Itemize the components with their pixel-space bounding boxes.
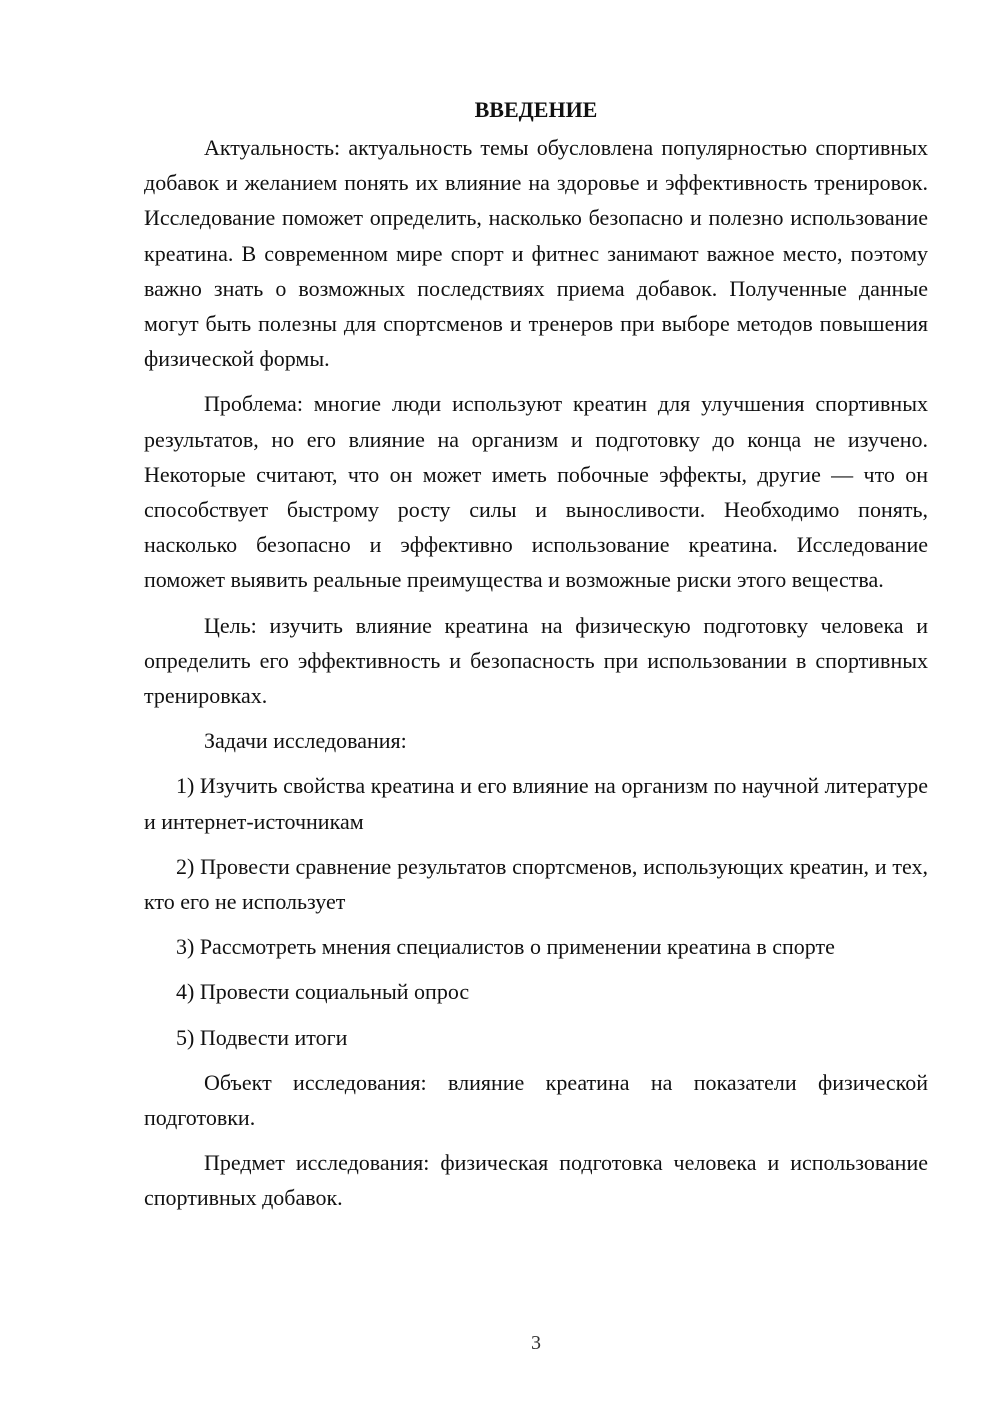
task-item: 2) Провести сравнение результатов спортсменов, использующих креатин, и тех, кто его не использует	[144, 853, 928, 915]
object-paragraph: Объект исследования: влияние креатина на показатели физической подготовки.	[144, 1069, 928, 1131]
page-number: 3	[531, 1332, 541, 1354]
problem-paragraph: Проблема: многие люди используют креатин для улучшения спортивных результатов, но его влияние на организм и подготовку до конца не изучено. Некоторые считают, что он может иметь побочные эффекты, другие — что он способствует быстрому росту силы и выносливости. Необходимо понять, насколько безопасно и эффективно использование креатина. Исследование поможет выявить реальные преимущества и возможные риски этого вещества.	[144, 391, 928, 593]
goal-paragraph: Цель: изучить влияние креатина на физическую подготовку человека и определить его эффективность и безопасность при использовании в спортивных тренировках.	[144, 612, 928, 709]
tasks-heading: Задачи исследования:	[204, 728, 407, 754]
task-item: 1) Изучить свойства креатина и его влияние на организм по научной литературе и интернет-источникам	[144, 773, 928, 834]
relevance-paragraph: Актуальность: актуальность темы обусловлена популярностью спортивных добавок и желанием понять их влияние на здоровье и эффективность тренировок. Исследование поможет определить, насколько безопасно и полезно использование креатина. В современном мире спорт и фитнес занимают важное место, поэтому важно знать о возможных последствиях приема добавок. Полученные данные могут быть полезны для спортсменов и тренеров при выборе методов повышения физической формы.	[144, 135, 928, 372]
document-body	[144, 92, 928, 1226]
task-item: 5) Подвести итоги	[176, 1024, 348, 1050]
task-item: 3) Рассмотреть мнения специалистов о применении креатина в спорте	[176, 934, 835, 960]
task-item: 4) Провести социальный опрос	[176, 979, 470, 1005]
subject-paragraph: Предмет исследования: физическая подготовка человека и использование спортивных добавок.	[144, 1150, 928, 1211]
page-title: ВВЕДЕНИЕ	[474, 97, 598, 122]
